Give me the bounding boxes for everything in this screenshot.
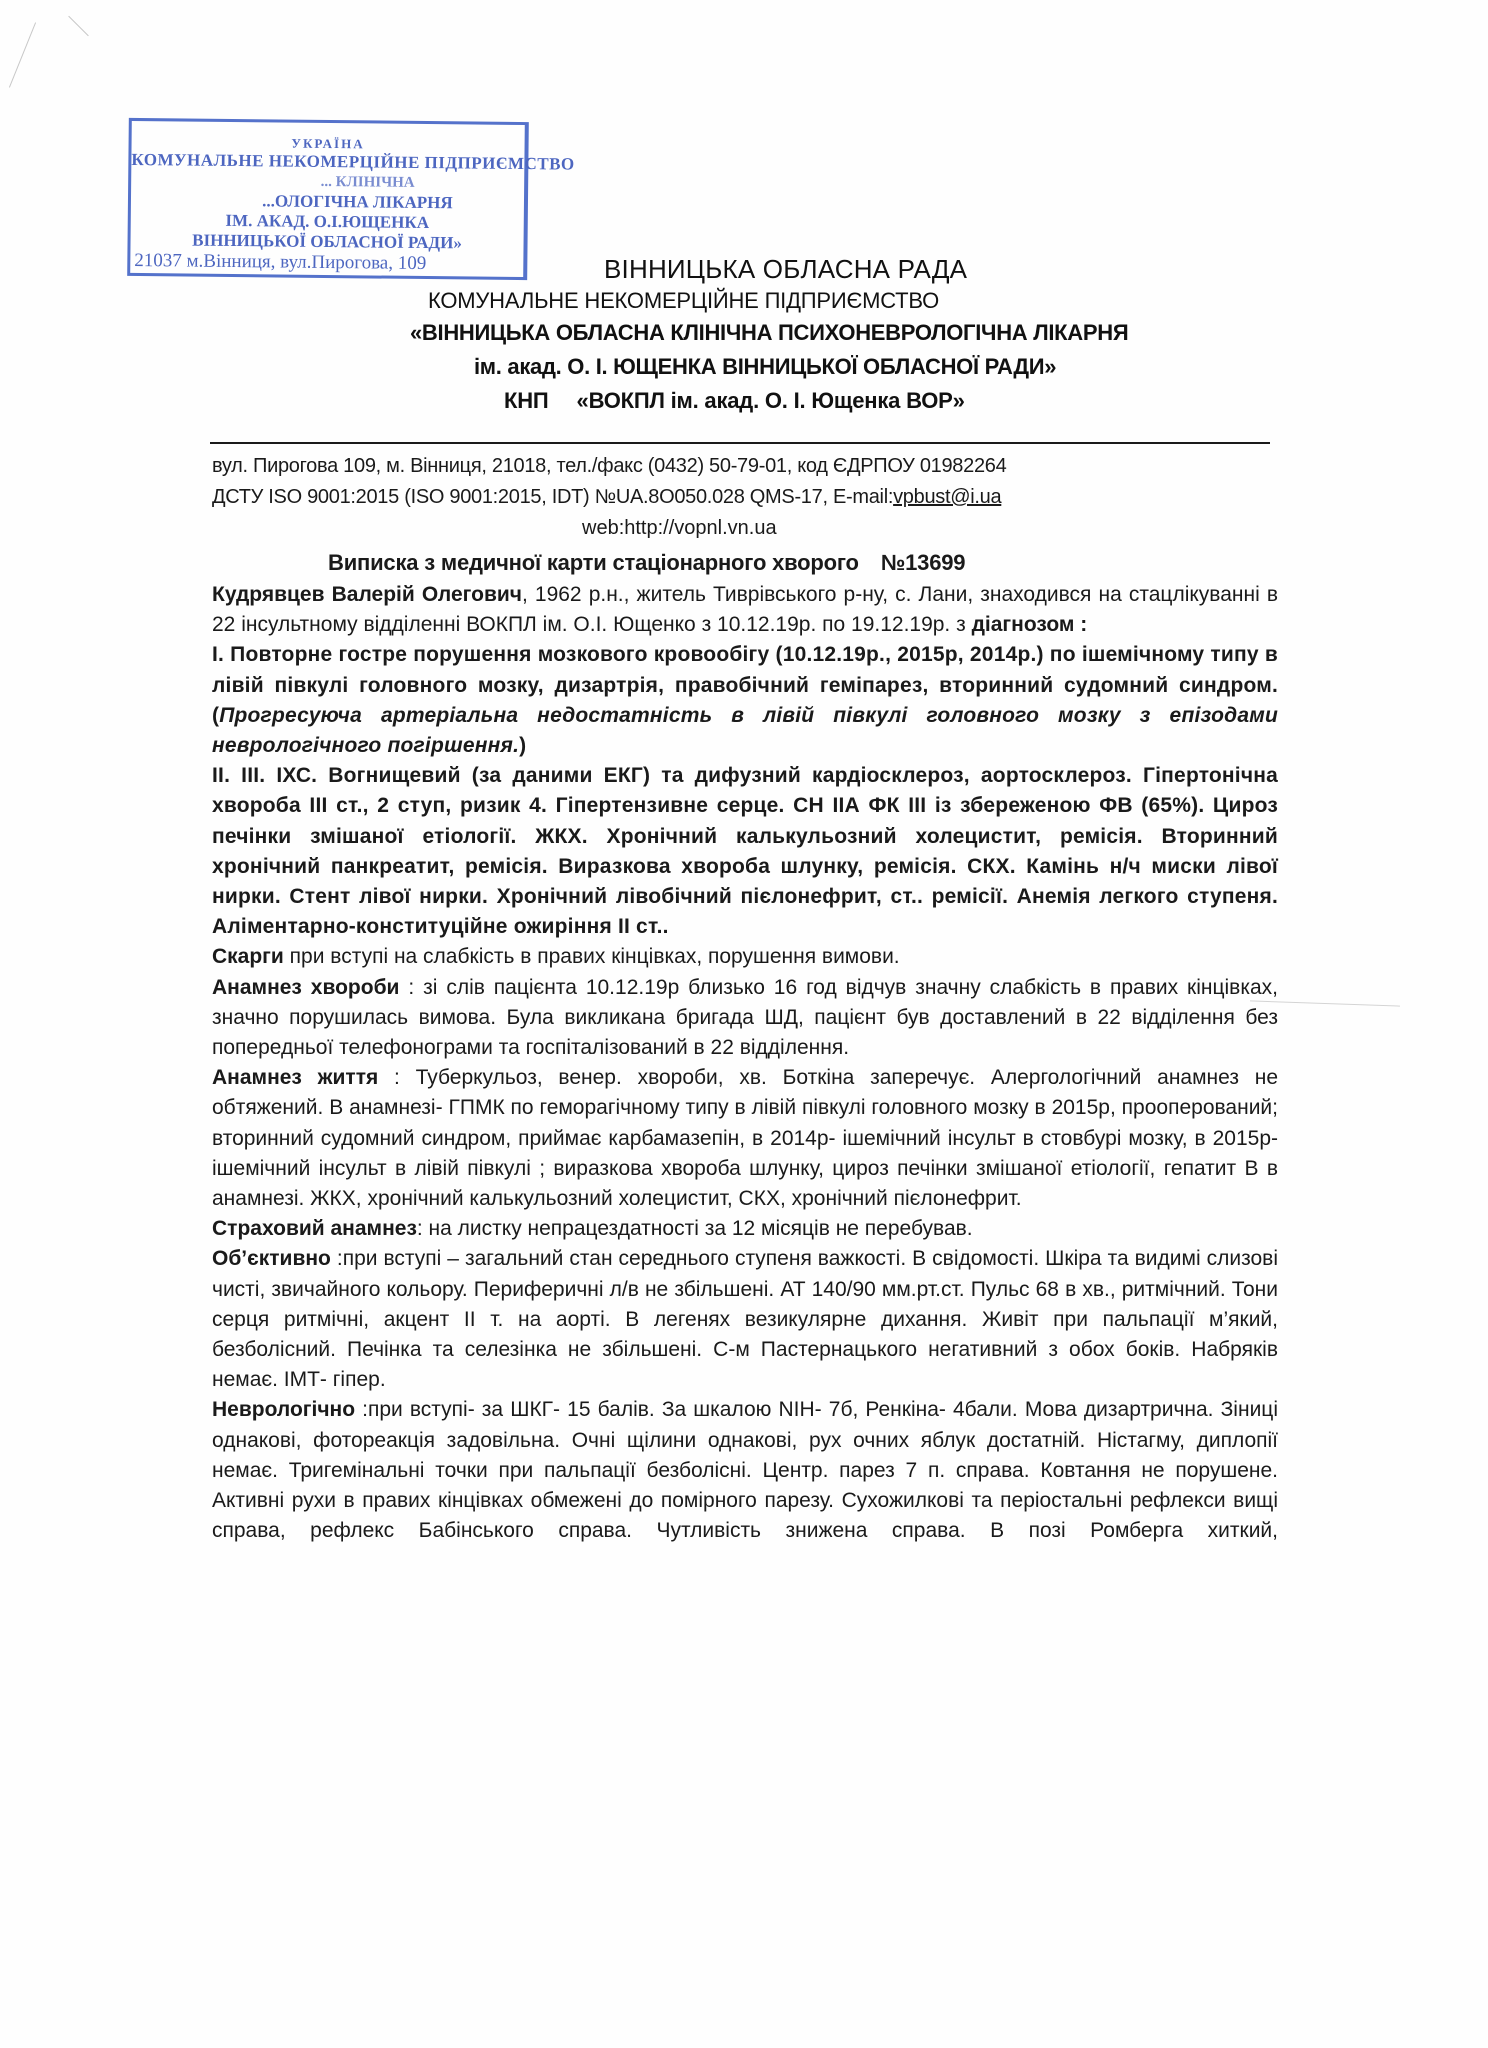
primary-diagnosis — [212, 640, 1278, 761]
short-prefix: КНП — [504, 388, 549, 413]
section-label: Страховий анамнез — [212, 1217, 417, 1241]
document-body — [212, 580, 1278, 1547]
patient-details: , 1962 р.н., житель Тиврівського р-ну, с. Лани, знаходився на стацлікуванні в 22 інсультному відділенні ВОКПЛ ім. О.І. Ющенко з 10.12.19р. по 19.12.19р. з — [212, 583, 1279, 637]
primary-diagnosis-close: ) — [519, 734, 527, 758]
section-label: Анамнез хвороби — [212, 975, 400, 999]
section-text: : Туберкульоз, венер. хвороби, хв. Боткіна заперечує. Алергологічний анамнез не обтяжений. В анамнезі- ГПМК по геморагічному типу в лівій півкулі головного мозку в 2015р, прооперований; вторинний судомний синдром, приймає карбамазепін, в 2014р- ішемічний інсульт в стовбурі мозку, в 2015р- ішемічний інсульт в лівій півкулі ; виразкова хвороба шлунку, цироз печінки змішаної етіології, гепатит В в анамнезі. ЖКХ, хронічний калькульозний холецистит, СКХ, хронічний пієлонефрит. — [212, 1066, 1279, 1211]
web-link[interactable]: web:http://vopnl.vn.ua — [582, 517, 777, 539]
section-life-history — [212, 1063, 1278, 1214]
section-label: Неврологічно — [212, 1398, 356, 1422]
section-text: при вступі на слабкість в правих кінцівках, порушення вимови. — [283, 945, 900, 969]
primary-diagnosis-text: І. Повторне гостре порушення мозкового кровообігу (10.12.19р., 2015р, 2014р.) по ішемічному типу в лівій півкулі головного мозку, дизартрія, правобічний геміпарез, вторинний судомний синдром. ( — [212, 643, 1278, 727]
diagnosis-label: діагнозом : — [971, 613, 1088, 637]
section-text: : на листку непрацездатності за 12 місяців не перебував. — [416, 1217, 973, 1241]
record-number: №13699 — [880, 550, 966, 575]
section-insurance-history — [212, 1214, 1278, 1244]
hospital-short-name — [504, 390, 965, 412]
patient-name: Кудрявцев Валерій Олегович — [212, 583, 522, 606]
section-label: Скарги — [212, 945, 284, 969]
section-label: Об’єктивно — [212, 1247, 331, 1271]
enterprise-type: КОМУНАЛЬНЕ НЕКОМЕРЦІЙНЕ ПІДПРИЄМСТВО — [428, 288, 940, 313]
patient-intro — [212, 580, 1278, 640]
certification-text: ДСТУ ISO 9001:2015 (ISO 9001:2015, IDT) №UA.8O050.028 QMS-17, E-mail: — [212, 486, 894, 508]
secondary-diagnosis: ІІ. ІІІ. ІХС. Вогнищевий (за даними ЕКГ) та дифузний кардіосклероз, аортосклероз. Гіпертонічна хвороба ІІІ ст., 2 ступ, ризик 4. Гіпертензивне серце. СН IIА ФК ІІІ із збереженою ФВ (65%). Цироз печінки змішаної етіології. ЖКХ. Хронічний калькульозний холецистит, ремісія. Вторинний хронічний панкреатит, ремісія. Виразкова хвороба шлунку, ремісія. СКХ. Камінь н/ч миски лівої нирки. Стент лівої нирки. Хронічний лівобічний пієлонефрит, ст.. ремісії. Анемія легкого ступеня. Аліментарно-конституційне ожиріння ІІ ст.. — [212, 764, 1278, 939]
section-text: :при вступі- за ШКГ- 15 балів. За шкалою NIH- 7б, Ренкіна- 4бали. Мова дизартрична. Зіниці однакові, фотореакція задовільна. Очні щілини однакові, рух очних яблук достатній. Ністагму, диплопії немає. Тригемінальні точки при пальпації безболісні. Центр. парез 7 п. справа. Ковтання не порушене. Активні рухи в правих кінцівках обмежені до помірного парезу. Сухожилкові та періостальні рефлекси вищі справа, рефлекс Бабінського справа. Чутливість знижена справа. В позі Ромберга хиткий, — [212, 1398, 1278, 1543]
scan-mark — [9, 22, 36, 87]
hospital-name: «ВІННИЦЬКА ОБЛАСНА КЛІНІЧНА ПСИХОНЕВРОЛОГІЧНА ЛІКАРНЯ — [410, 320, 1129, 345]
scan-mark — [68, 16, 89, 37]
section-complaints — [212, 942, 1278, 972]
section-objective — [212, 1244, 1278, 1395]
stamp-line: КОМУНАЛЬНЕ НЕКОМЕРЦІЙНЕ ПІДПРИЄМСТВО — [131, 149, 575, 174]
section-disease-history — [212, 973, 1278, 1064]
section-label: Анамнез життя — [212, 1066, 379, 1090]
council-name: ВІННИЦЬКА ОБЛАСНА РАДА — [604, 254, 968, 284]
section-text: : зі слів пацієнта 10.12.19р близько 16 год відчув значну слабкість в правих кінцівках, значно порушилась вимова. Була викликана бригада ШД, пацієнт був доставлений в 22 відділення без попередньої телефонограми та госпіталізований в 22 відділення. — [212, 975, 1278, 1060]
section-text: :при вступі – загальний стан середнього ступеня важкості. В свідомості. Шкіра та видимі слизові чисті, звичайного кольору. Периферичні л/в не збільшені. АТ 140/90 мм.рт.ст. Пульс 68 в хв., ритмічний. Тони серця ритмічні, акцент ІІ т. на аорті. В легенях везикулярне дихання. Живіт при пальпації м’який, безболісний. Печінка та селезінка не збільшені. С-м Пастернацького негативний з обох боків. Набряків немає. ІМТ- гіпер. — [212, 1247, 1278, 1392]
stamp-line: УКРАЇНА — [291, 135, 365, 152]
primary-diagnosis-note: Прогресуюча артеріальна недостатність в лівій півкулі головного мозку з епізодами неврологічного погіршення. — [212, 703, 1278, 758]
document-title — [328, 550, 965, 576]
document-title-text: Виписка з медичної карти стаціонарного хворого — [328, 550, 859, 575]
stamp-line: 21037 м.Вінниця, вул.Пирогова, 109 — [134, 249, 427, 275]
stamp-line: ВІННИЦЬКОЇ ОБЛАСНОЇ РАДИ» — [192, 230, 463, 253]
certification-line — [212, 487, 1001, 507]
letterhead-divider — [210, 442, 1270, 444]
hospital-named-after: ім. акад. О. І. ЮЩЕНКА ВІННИЦЬКОЇ ОБЛАСНОЇ РАДИ» — [474, 354, 1057, 379]
official-stamp — [127, 118, 575, 280]
stamp-line: ... КЛІНІЧНА — [320, 173, 415, 191]
address-line: вул. Пирогова 109, м. Вінниця, 21018, тел./факс (0432) 50-79-01, код ЄДРПОУ 01982264 — [212, 455, 1007, 477]
email-link[interactable]: vpbust@i.ua — [893, 486, 1002, 508]
section-neurological — [212, 1395, 1278, 1546]
short-name: «ВОКПЛ ім. акад. О. І. Ющенка ВОР» — [576, 388, 965, 413]
stamp-line: ...ОЛОГІЧНА ЛІКАРНЯ — [262, 191, 453, 213]
stamp-line: ІМ. АКАД. О.І.ЮЩЕНКА — [225, 210, 430, 233]
